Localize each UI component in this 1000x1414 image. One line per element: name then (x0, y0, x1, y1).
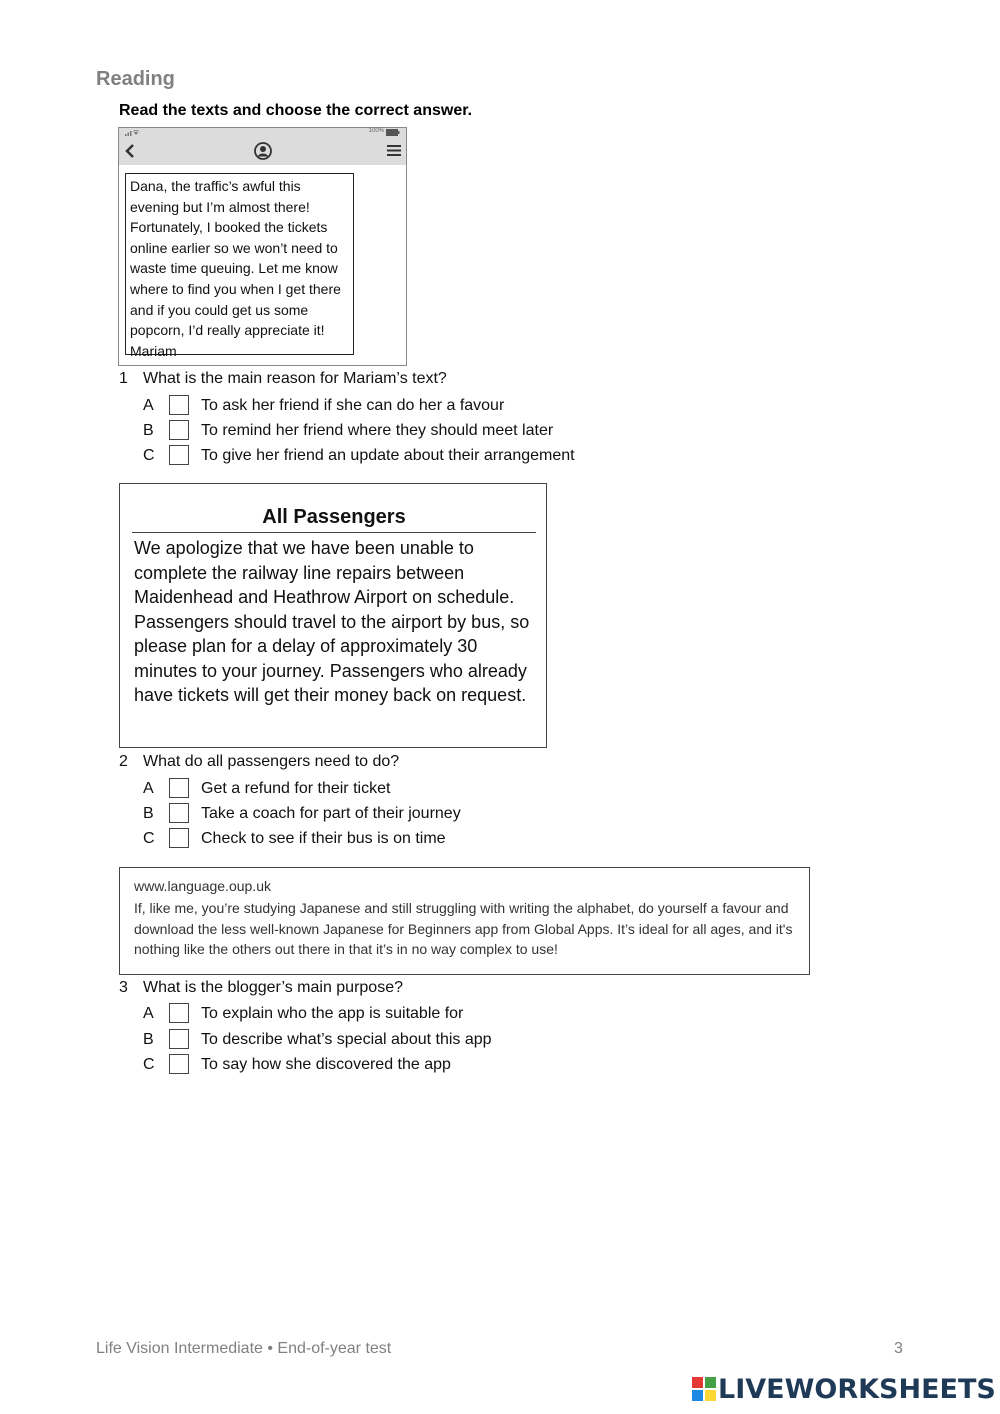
battery-icon (386, 129, 400, 136)
question-number: 1 (119, 370, 128, 387)
answer-checkbox[interactable] (169, 420, 189, 440)
option-2b (143, 803, 623, 825)
option-letter: A (143, 780, 154, 797)
signal-icon (125, 129, 145, 136)
option-letter: B (143, 805, 154, 822)
question-stem: What is the main reason for Mariam’s text? (143, 370, 447, 387)
option-3b (143, 1029, 623, 1051)
notice-box (119, 483, 547, 748)
liveworksheets-brand[interactable] (692, 1373, 996, 1405)
instruction: Read the texts and choose the correct answer. (119, 102, 473, 119)
phone-mockup (118, 127, 407, 366)
option-2a (143, 778, 623, 800)
question-number: 2 (119, 753, 128, 770)
page-number: 3 (894, 1340, 903, 1357)
text-message: Dana, the traffic’s awful this evening but I’m almost there! Fortunately, I booked the tickets online earlier so we won’t need to waste time queuing. Let me know where to find you when I get there and if you could get us some popcorn, I’d really appreciate it! Mariam (125, 173, 354, 355)
menu-icon[interactable] (387, 144, 401, 157)
question-stem: What do all passengers need to do? (143, 753, 400, 770)
answer-checkbox[interactable] (169, 1003, 189, 1023)
notice-body: We apologize that we have been unable to complete the railway line repairs between Maidenhead and Heathrow Airport on schedule. Passengers should travel to the airport by bus, so please plan for a delay of approximately 30 minutes to your journey. Passengers who already have tickets will get their money back on request. (134, 538, 530, 705)
option-text: To give her friend an update about their arrangement (201, 447, 575, 464)
option-letter: C (143, 1056, 155, 1073)
chevron-left-icon[interactable] (125, 143, 135, 159)
option-letter: A (143, 1005, 154, 1022)
option-text: Check to see if their bus is on time (201, 830, 446, 847)
phone-status-bar (119, 128, 406, 137)
liveworksheets-logo-icon (692, 1377, 716, 1401)
option-letter: C (143, 830, 155, 847)
blog-box (119, 867, 810, 975)
option-2c (143, 828, 623, 850)
option-letter: B (143, 1031, 154, 1048)
blog-url: www.language.oup.uk (134, 878, 271, 894)
option-letter: B (143, 422, 154, 439)
option-text: To describe what’s special about this app (201, 1031, 492, 1048)
user-icon[interactable] (254, 142, 272, 160)
option-text: To say how she discovered the app (201, 1056, 451, 1073)
option-text: To remind her friend where they should meet later (201, 422, 554, 439)
option-3a (143, 1003, 623, 1025)
option-1b (143, 420, 623, 442)
option-letter: A (143, 397, 154, 414)
answer-checkbox[interactable] (169, 778, 189, 798)
battery-label: 100% (368, 128, 384, 134)
answer-checkbox[interactable] (169, 395, 189, 415)
option-3c (143, 1054, 623, 1076)
question-stem: What is the blogger’s main purpose? (143, 979, 403, 996)
question-number: 3 (119, 979, 128, 996)
brand-text: LIVEWORKSHEETS (718, 1373, 996, 1405)
option-letter: C (143, 447, 155, 464)
question-3 (119, 979, 403, 997)
phone-nav-bar (119, 137, 406, 165)
answer-checkbox[interactable] (169, 803, 189, 823)
answer-checkbox[interactable] (169, 445, 189, 465)
option-text: To ask her friend if she can do her a favour (201, 397, 505, 414)
option-text: Get a refund for their ticket (201, 780, 391, 797)
option-text: Take a coach for part of their journey (201, 805, 461, 822)
blog-body: If, like me, you’re studying Japanese and still struggling with writing the alphabet, do yourself a favour and download the less well-known Japanese for Beginners app from Global Apps. It’s ideal for all ages, and it's nothing like the others out there in that it’s in no way complex to use! (134, 900, 793, 957)
footer-title: Life Vision Intermediate • End-of-year test (96, 1340, 392, 1357)
option-text: To explain who the app is suitable for (201, 1005, 464, 1022)
option-1c (143, 445, 623, 467)
answer-checkbox[interactable] (169, 1054, 189, 1074)
question-2 (119, 753, 399, 771)
question-1 (119, 370, 447, 388)
answer-checkbox[interactable] (169, 1029, 189, 1049)
option-1a (143, 395, 623, 417)
section-title: Reading (96, 68, 175, 90)
notice-title: All Passengers (132, 506, 536, 533)
answer-checkbox[interactable] (169, 828, 189, 848)
